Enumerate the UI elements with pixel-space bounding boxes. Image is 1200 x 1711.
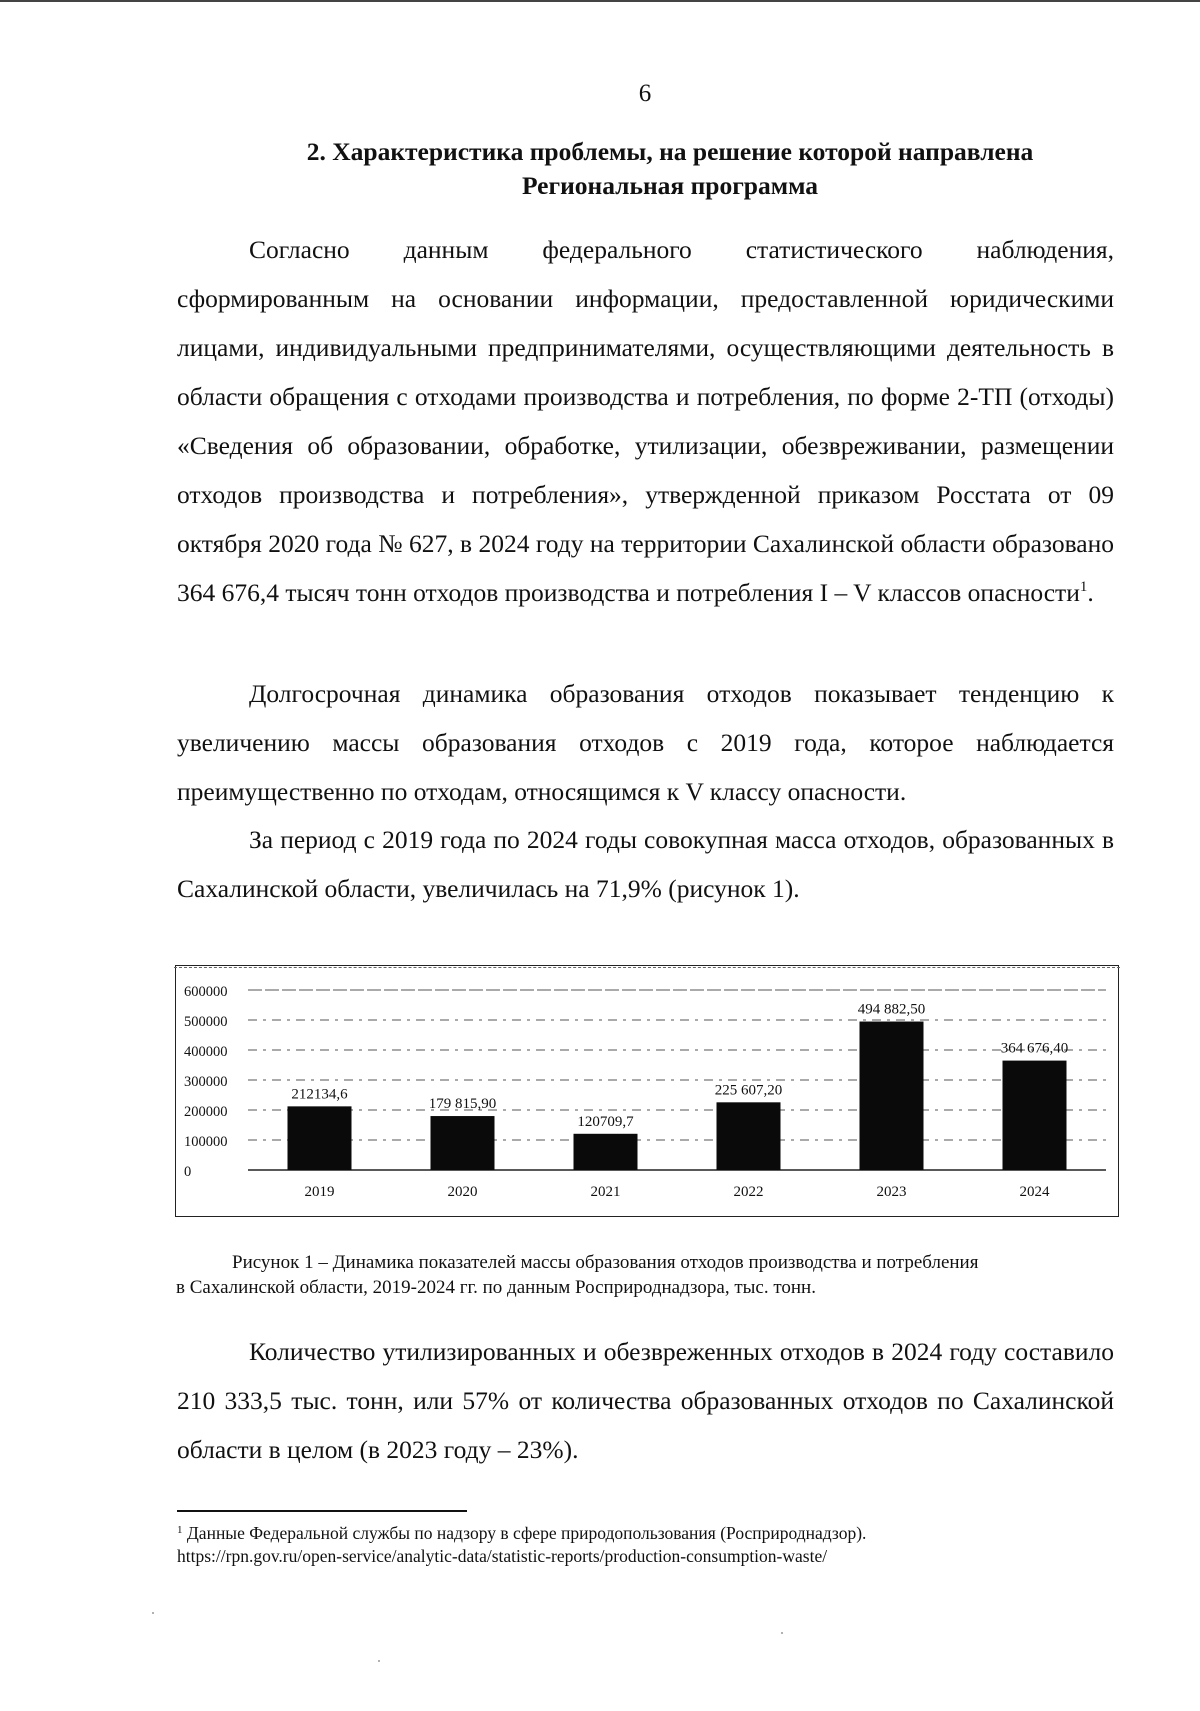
scan-speck [378, 1660, 380, 1662]
data-label: 120709,7 [577, 1113, 634, 1130]
x-tick-label: 2019 [304, 1184, 335, 1200]
figure-caption-line2: в Сахалинской области, 2019-2024 гг. по данным Росприроднадзора, тыс. тонн. [176, 1277, 816, 1298]
paragraph-growth-period: За период с 2019 года по 2024 годы совокупная масса отходов, образованных в Сахалинской области, увеличилась на 71,9% (рисунок 1). [177, 825, 1114, 903]
section-heading [250, 135, 1090, 203]
scan-speck [152, 1612, 154, 1614]
y-tick-label: 0 [184, 1164, 192, 1180]
page-top-edge [0, 0, 1200, 6]
footnote-mark: 1 [177, 1524, 183, 1536]
y-tick-label: 400000 [184, 1044, 228, 1060]
bar [1003, 1061, 1067, 1170]
data-label: 364 676,40 [1000, 1040, 1069, 1057]
footnote-reference: 1 [1079, 579, 1088, 595]
x-tick-label: 2023 [876, 1184, 907, 1200]
x-tick-label: 2022 [733, 1184, 764, 1200]
page-number: 6 [638, 80, 652, 107]
footnote-text: Данные Федеральной службы по надзору в сфере природопользования (Росприроднадзор). [182, 1523, 867, 1543]
y-tick-label: 300000 [184, 1074, 228, 1090]
paragraph-end-period: . [1087, 578, 1094, 607]
y-tick-label: 100000 [184, 1134, 228, 1150]
waste-bar-chart-svg [176, 966, 1120, 1218]
section-heading-line1: 2. Характеристика проблемы, на решение которой направлена [306, 137, 1034, 166]
waste-chart [175, 965, 1119, 1217]
paragraph-long-term-dynamics: Долгосрочная динамика образования отходов показывает тенденцию к увеличению массы образования отходов с 2019 года, которое наблюдается преимущественно по отходам, относящимся к V классу опасности. [177, 679, 1114, 806]
paragraph-waste-statistics [177, 225, 1114, 617]
paragraph-utilization: Количество утилизированных и обезвреженных отходов в 2024 году составило 210 333,5 тыс. тонн, или 57% от количества образованных отходов по Сахалинской области в целом (в 2023 году – 23%). [177, 1337, 1114, 1464]
bar [717, 1102, 781, 1170]
paragraph-waste-statistics-text: Согласно данным федерального статистического наблюдения, сформированным на основании информации, предоставленной юридическими лицами, индивидуальными предпринимателями, осуществляющими деятельность в области обращения с отходами производства и потребления, по форме 2-ТП (отходы) «Сведения об образовании, обработке, утилизации, обезвреживании, размещении отходов производства и потребления», утвержденной приказом Росстата от 09 октября 2020 года № 627, в 2024 году на территории Сахалинской области образовано 364 676,4 тысяч тонн отходов производства и потребления I – V классов опасности [177, 235, 1114, 607]
x-tick-label: 2024 [1019, 1184, 1050, 1200]
bar [288, 1106, 352, 1170]
scan-speck [781, 1632, 783, 1634]
footnote-divider [177, 1510, 467, 1512]
data-label: 494 882,50 [857, 1001, 926, 1018]
footnote [177, 1522, 1114, 1568]
x-tick-label: 2021 [590, 1184, 621, 1200]
x-tick-label: 2020 [447, 1184, 478, 1200]
figure-caption [176, 1250, 1112, 1300]
bar [574, 1134, 638, 1170]
y-tick-label: 600000 [184, 984, 228, 1000]
data-label: 179 815,90 [428, 1096, 497, 1113]
footnote-url[interactable]: https://rpn.gov.ru/open-service/analytic-data/statistic-reports/production-consumption-waste/ [177, 1546, 828, 1566]
data-label: 212134,6 [291, 1086, 348, 1103]
data-label: 225 607,20 [714, 1082, 783, 1099]
bar [431, 1116, 495, 1170]
y-tick-label: 200000 [184, 1104, 228, 1120]
y-tick-label: 500000 [184, 1014, 228, 1030]
bar [860, 1022, 924, 1170]
figure-caption-line1: Рисунок 1 – Динамика показателей массы образования отходов производства и потребления [232, 1252, 979, 1273]
section-heading-line2: Региональная программа [521, 171, 819, 200]
